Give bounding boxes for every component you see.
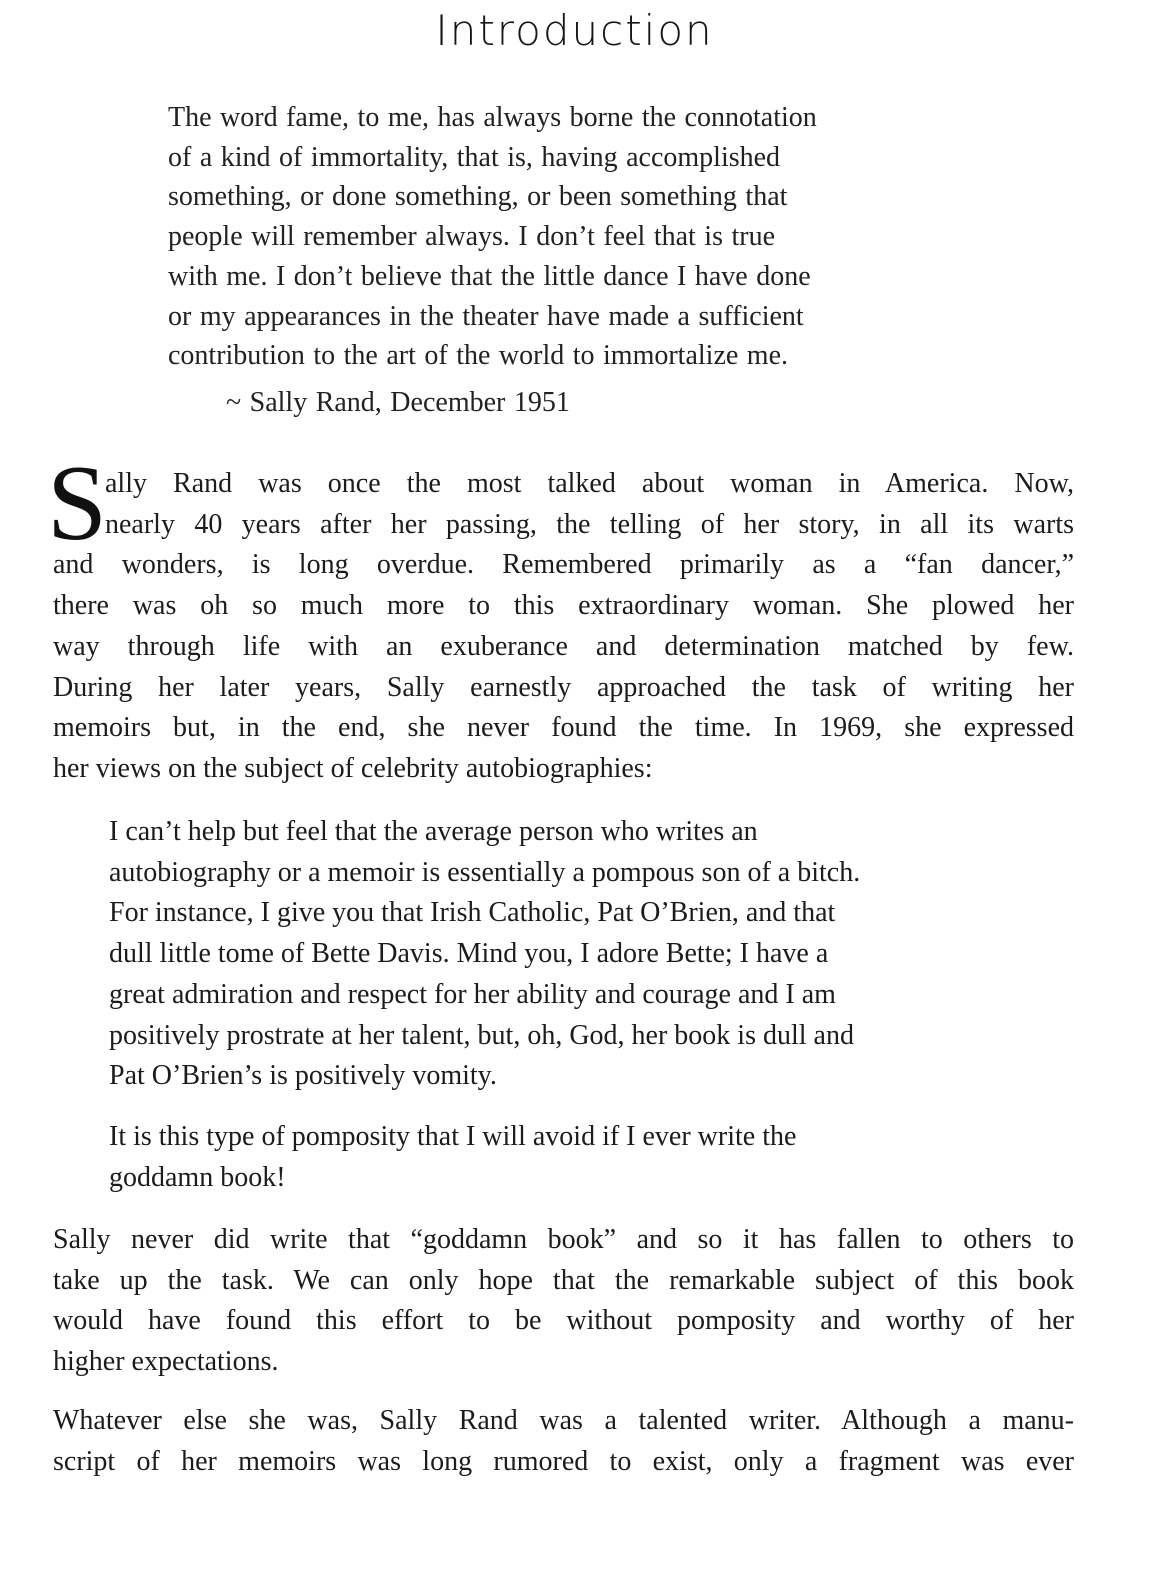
- quote-line: I can’t help but feel that the average person who writes an: [109, 816, 758, 847]
- quote-line: For instance, I give you that Irish Catholic, Pat O’Brien, and that: [109, 897, 836, 929]
- paragraph-2: [53, 1220, 1074, 1383]
- paragraph-line: her views on the subject of celebrity autobiographies:: [53, 752, 653, 784]
- epigraph-line: contribution to the art of the world to immortalize me.: [168, 340, 789, 372]
- paragraph-line: would have found this effort to be without pomposity and worthy of her: [53, 1305, 1074, 1337]
- quote-line: dull little tome of Bette Davis. Mind you, I adore Bette; I have a: [109, 938, 829, 970]
- quote-line: goddamn book!: [109, 1161, 286, 1193]
- page-title: Introduction: [435, 6, 714, 55]
- epigraph: [168, 98, 968, 376]
- block-quote-1: [109, 812, 1029, 1097]
- paragraph-line: memoirs but, in the end, she never found the time. In 1969, she expressed: [53, 712, 1074, 744]
- paragraph-line: During her later years, Sally earnestly approached the task of writing her: [53, 671, 1074, 703]
- quote-line: positively prostrate at her talent, but, oh, God, her book is dull and: [109, 1019, 854, 1051]
- epigraph-line: of a kind of immortality, that is, having accomplished: [168, 141, 781, 173]
- paragraph-line: Whatever else she was, Sally Rand was a talented writer. Although a manu-: [53, 1405, 1074, 1436]
- paragraph-1: [47, 444, 1074, 790]
- epigraph-line: or my appearances in the theater have made a sufficient: [168, 300, 804, 332]
- drop-cap: S: [47, 444, 108, 563]
- paragraph-3: [53, 1401, 1074, 1482]
- paragraph-line: and wonders, is long overdue. Remembered primarily as a “fan dancer,”: [53, 549, 1074, 581]
- paragraph-line: take up the task. We can only hope that the remarkable subject of this book: [53, 1264, 1074, 1296]
- paragraph-line: there was oh so much more to this extraordinary woman. She plowed her: [53, 590, 1074, 622]
- epigraph-line: something, or done something, or been something that: [168, 181, 788, 213]
- paragraph-line: nearly 40 years after her passing, the telling of her story, in all its warts: [105, 508, 1074, 540]
- quote-line: great admiration and respect for her ability and courage and I am: [109, 978, 836, 1010]
- epigraph-line: with me. I don’t believe that the little dance I have done: [168, 260, 811, 292]
- paragraph-line: way through life with an exuberance and determination matched by few.: [53, 630, 1074, 662]
- paragraph-line: ally Rand was once the most talked about woman in America. Now,: [105, 468, 1074, 499]
- epigraph-line: The word fame, to me, has always borne the connotation: [168, 102, 817, 133]
- quote-line: Pat O’Brien’s is positively vomity.: [109, 1060, 497, 1092]
- paragraph-line: Sally never did write that “goddamn book” and so it has fallen to others to: [53, 1224, 1074, 1255]
- paragraph-line: script of her memoirs was long rumored to exist, only a fragment was ever: [53, 1445, 1074, 1477]
- block-quote-2: [109, 1117, 1029, 1198]
- paragraph-line: higher expectations.: [53, 1346, 279, 1378]
- epigraph-line: people will remember always. I don’t feel that is true: [168, 221, 776, 253]
- quote-line: It is this type of pomposity that I will avoid if I ever write the: [109, 1121, 797, 1152]
- quote-line: autobiography or a memoir is essentially a pompous son of a bitch.: [109, 856, 861, 888]
- epigraph-attribution: ~ Sally Rand, December 1951: [226, 387, 570, 418]
